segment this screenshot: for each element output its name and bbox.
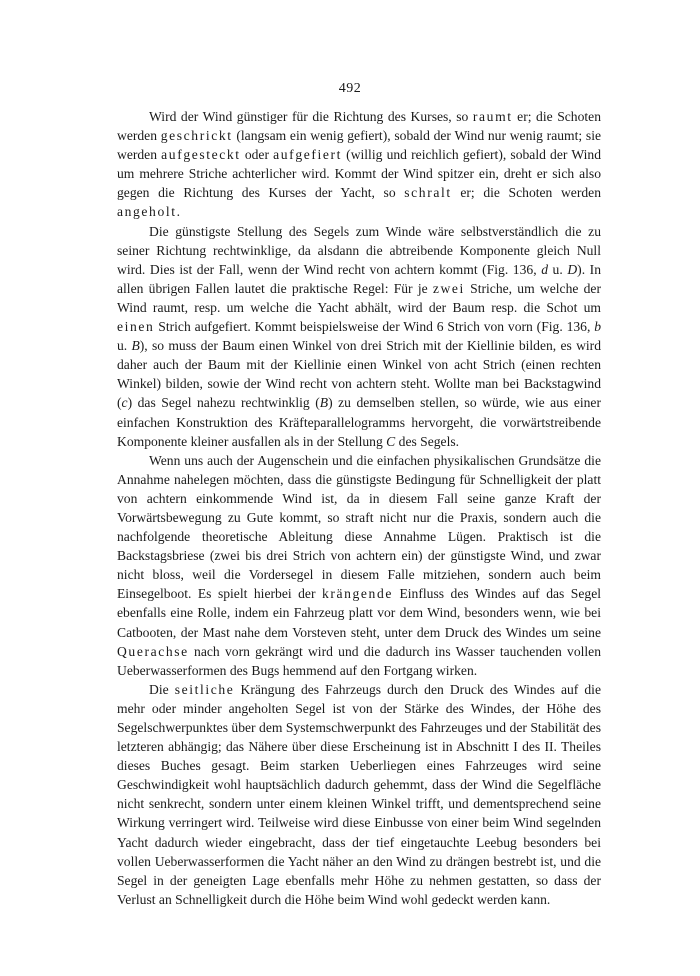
- italic-reference: d: [541, 261, 548, 277]
- body-text: [117, 107, 601, 909]
- italic-reference: B: [319, 395, 329, 411]
- italic-reference: c: [121, 395, 128, 411]
- paragraph-3: Wenn uns auch der Augenschein und die einfachen physikalischen Grundsätze die Annahme nahelegen möchten, dass die günstigste Bedingung für Schnelligkeit der platt von achtern einkommende Wind ist, da in diesem Fall seine ganze Kraft der Vorwärtsbewegung zu Gute kommt, so straft nicht nur die Praxis, sondern auch die nachfolgende theoretische Ableitung diese Annahme Lügen. Praktisch ist die Backstagsbriese (zwei bis drei Strich von achtern ein) der günstigste Wind, und zwar nicht bloss, weil die Vordersegel in diesem Falle mitziehen, sondern auch beim Einsegelboot. Es spielt hierbei der krängende Einfluss des Windes auf das Segel ebenfalls eine Rolle, indem ein Fahrzeug platt vor dem Wind, besonders wenn, wie bei Catbooten, der Mast nahe dem Vorsteven steht, unter dem Druck des Windes um seine Querachse nach vorn gekrängt wird und die dadurch ins Wasser tauchenden vollen Ueberwasserformen des Bugs hemmend auf den Fortgang wirken.: [117, 452, 602, 678]
- page-number: 492: [338, 81, 362, 96]
- spaced-term: aufgesteckt: [161, 147, 241, 163]
- spaced-term: zwei: [432, 280, 465, 296]
- italic-reference: B: [131, 338, 140, 354]
- paragraph-4: Die seitliche Krängung des Fahrzeugs durch den Druck des Windes auf die mehr oder minder angeholten Segel ist von der Stärke des Windes, der Höhe des Segelschwerpunktes über dem Systemschwerpunkt des Fahrzeuges und der Stabilität des letzteren abhängig; das Nähere über diese Erscheinung ist in Abschnitt I des II. Theiles dieses Buches gesagt. Beim starken Ueberliegen eines Fahrzeuges wird seine Geschwindigkeit wohl hauptsächlich dadurch gehemmt, dass der Wind die Segelfläche nicht senkrecht, sondern unter einem kleinen Winkel trifft, und dementsprechend seine Wirkung verringert wird. Teilweise wird diese Einbusse von einer beim Wind segelnden Yacht dadurch wieder eingebracht, dass der tief eingetauchte Leebug besonders bei vollen Ueberwasserformen die Yacht näher an den Wind zu drängen bestrebt ist, und die Segel in der geneigten Lage ebenfalls mehr Höhe zu nehmen gestatten, so dass der Verlust an Schnelligkeit durch die Höhe beim Wind wohl gedeckt werden kann.: [117, 681, 601, 907]
- paragraph-1: Wird der Wind günstiger für die Richtung des Kurses, so raumt er; die Schoten werden geschrickt (langsam ein wenig gefiert), sobald der Wind nur wenig raumt; sie werden aufgesteckt oder aufgefiert (willig und reichlich gefiert), sobald der Wind um mehrere Striche achterlicher wird. Kommt der Wind spitzer ein, dreht er sich also gegen die Richtung des Kurses der Yacht, so schralt er; die Schoten werden angeholt.: [117, 109, 602, 220]
- spaced-term: seitliche: [174, 681, 235, 697]
- spaced-term: aufgefiert: [273, 147, 342, 163]
- spaced-term: einen: [117, 319, 155, 335]
- italic-reference: b: [594, 319, 601, 335]
- spaced-term: raumt: [472, 109, 513, 124]
- italic-reference: D: [567, 261, 578, 277]
- spaced-term: krängende: [321, 586, 393, 602]
- spaced-term: Querachse: [117, 643, 189, 659]
- spaced-term: schralt: [404, 185, 452, 201]
- italic-reference: C: [386, 433, 396, 449]
- spaced-term: geschrickt: [160, 128, 233, 144]
- paragraph-2: Die günstigste Stellung des Segels zum Winde wäre selbstverständlich die zu seiner Richtung rechtwinklige, da alsdann die abtreibende Komponente gleich Null wird. Dies ist der Fall, wenn der Wind recht von achtern kommt (Fig. 136, d u. D). In allen übrigen Fallen lautet die praktische Regel: Für je zwei Striche, um welche der Wind raumt, resp. um welche die Yacht abhält, wird der Baum resp. die Schot um einen Strich aufgefiert. Kommt beispielsweise der Wind 6 Strich von vorn (Fig. 136, b u. B), so muss der Baum einen Winkel von drei Strich mit der Kiellinie bilden, es wird daher auch der Baum mit der Kiellinie einen Winkel von acht Strich (einen rechten Winkel) bilden, sowie der Wind recht von achtern steht. Wollte man bei Backstagwind (c) das Segel nahezu rechtwinklig (B) zu demselben stellen, so würde, wie aus einer einfachen Konstruktion des Kräfteparallelogramms hervorgeht, die vorwärtstreibende Komponente kleiner ausfallen als in der Stellung C des Segels.: [117, 223, 601, 449]
- spaced-term: angeholt: [117, 204, 177, 220]
